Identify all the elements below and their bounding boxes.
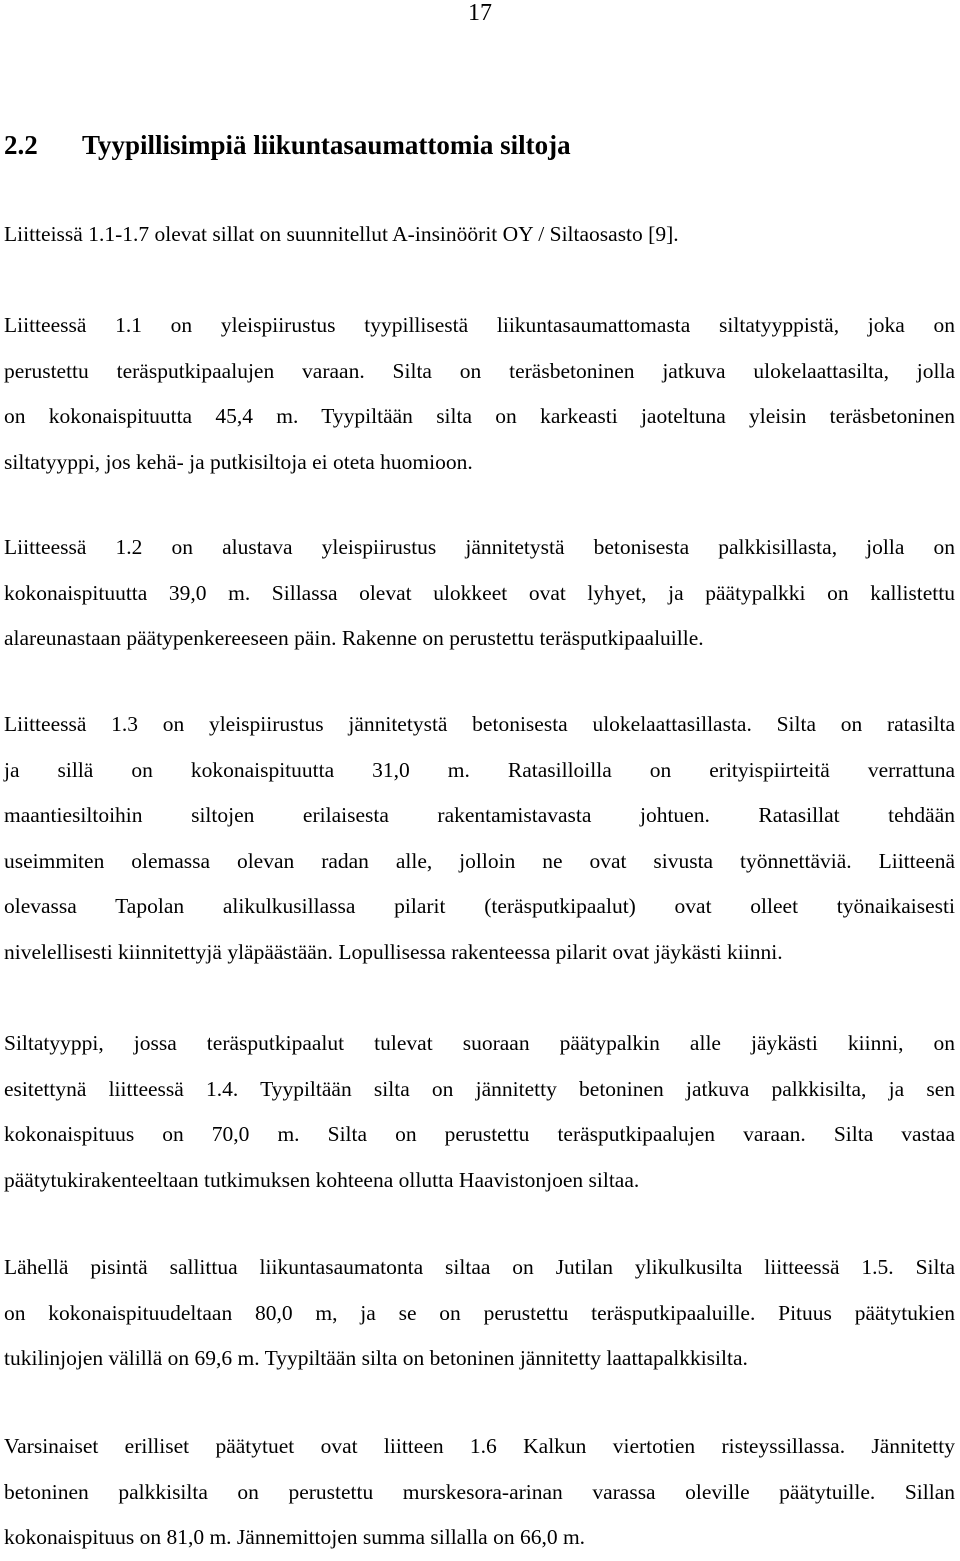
text-line: Varsinaiset erilliset päätytuet ovat liitteen 1.6 Kalkun viertotien risteyssillassa. Jännitetty: [4, 1434, 955, 1458]
paragraph: [4, 525, 955, 662]
text-line: Liitteessä 1.2 on alustava yleispiirustus jännitetystä betonisesta palkkisillasta, jolla on: [4, 535, 955, 559]
text-line: siltatyyppi, jos kehä- ja putkisiltoja ei oteta huomioon.: [4, 449, 473, 474]
text-line: kokonaispituus on 81,0 m. Jännemittojen summa sillalla on 66,0 m.: [4, 1525, 586, 1549]
text-line: perustettu teräsputkipaalujen varaan. Silta on teräsbetoninen jatkuva ulokelaattasilta, jolla: [4, 358, 955, 383]
text-line: päätytukirakenteeltaan tutkimuksen kohteena ollutta Haavistonjoen siltaa.: [4, 1167, 640, 1192]
paragraph: [4, 303, 955, 485]
text-line: Liitteessä 1.3 on yleispiirustus jännitetystä betonisesta ulokelaattasillasta. Silta on ratasilta: [4, 712, 955, 736]
text-line: ja sillä on kokonaispituutta 31,0 m. Ratasilloilla on erityispiirteitä verrattuna: [4, 757, 955, 782]
text-line: on kokonaispituutta 45,4 m. Tyypiltään silta on karkeasti jaoteltuna yleisin teräsbetoninen: [4, 404, 955, 428]
text-line: nivelellisesti kiinnitettyjä yläpäästään. Lopullisessa rakenteessa pilarit ovat jäykästi kiinni.: [4, 939, 783, 964]
page-number: 17: [468, 0, 492, 26]
text-line: maantiesiltoihin siltojen erilaisesta rakentamistavasta johtuen. Ratasillat tehdään: [4, 803, 955, 827]
text-line: alareunastaan päätypenkereeseen päin. Rakenne on perustettu teräsputkipaaluille.: [4, 626, 704, 650]
text-line: esitettynä liitteessä 1.4. Tyypiltään silta on jännitetty betoninen jatkuva palkkisilta, ja sen: [4, 1076, 955, 1101]
text-line: betoninen palkkisilta on perustettu murskesora-arinan varassa oleville päätytuille. Sillan: [4, 1479, 955, 1504]
text-line: useimmiten olemassa olevan radan alle, jolloin ne ovat sivusta työnnettäviä. Liitteenä: [4, 848, 955, 873]
section-number: 2.2: [4, 130, 38, 160]
text-line: Liitteessä 1.1 on yleispiirustus tyypillisestä liikuntasaumattomasta siltatyyppistä, joka on: [4, 313, 955, 337]
paragraph: [4, 1021, 955, 1203]
text-line: olevassa Tapolan alikulkusillassa pilarit (teräsputkipaalut) ovat olleet työnaikaisesti: [4, 894, 955, 918]
paragraph: [4, 1245, 955, 1382]
text-line: Siltatyyppi, jossa teräsputkipaalut tulevat suoraan päätypalkin alle jäykästi kiinni, on: [4, 1031, 955, 1055]
text-line: kokonaispituutta 39,0 m. Sillassa olevat ulokkeet ovat lyhyet, ja päätypalkki on kallistettu: [4, 580, 955, 605]
paragraph: [4, 702, 955, 975]
paragraph: [4, 1424, 955, 1561]
text-line: Liitteissä 1.1-1.7 olevat sillat on suunnitellut A-insinöörit OY / Siltaosasto [9].: [4, 222, 679, 246]
text-line: Lähellä pisintä sallittua liikuntasaumatonta siltaa on Jutilan ylikulkusilta liitteessä 1.5. Silta: [4, 1255, 955, 1279]
section-title: Tyypillisimpiä liikuntasaumattomia siltoja: [82, 130, 571, 160]
section-heading: [4, 127, 571, 163]
text-line: on kokonaispituudeltaan 80,0 m, ja se on perustettu teräsputkipaaluille. Pituus päätytukien: [4, 1300, 955, 1325]
text-line: kokonaispituus on 70,0 m. Silta on perustettu teräsputkipaalujen varaan. Silta vastaa: [4, 1122, 955, 1146]
paragraph: [4, 212, 955, 258]
text-line: tukilinjojen välillä on 69,6 m. Tyypiltään silta on betoninen jännitetty laattapalkkisilta.: [4, 1346, 748, 1370]
